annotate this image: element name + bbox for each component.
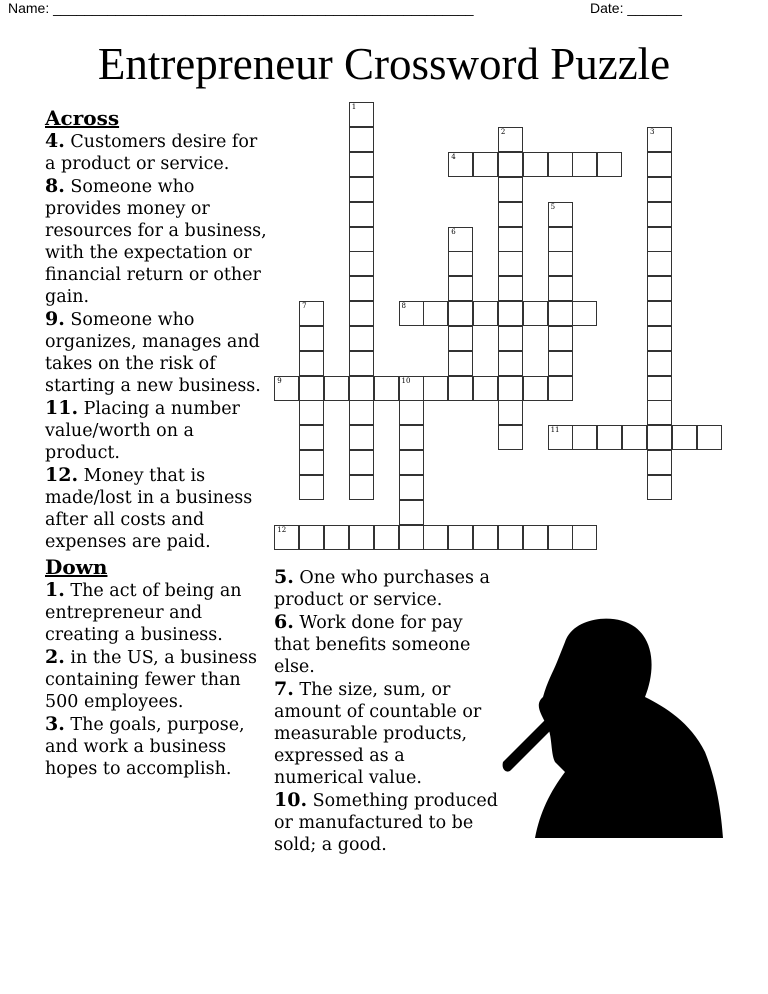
grid-cell[interactable] <box>448 276 473 301</box>
grid-cell[interactable] <box>498 376 523 401</box>
clue <box>45 579 270 646</box>
grid-cell[interactable] <box>448 525 473 550</box>
grid-cell[interactable] <box>349 102 374 127</box>
grid-cell[interactable] <box>647 251 672 276</box>
grid-cell[interactable] <box>349 326 374 351</box>
grid-cell[interactable] <box>374 525 399 550</box>
clue-text: Someone who organizes, manages and takes on the risk of starting a new business. <box>45 310 261 396</box>
grid-cell[interactable] <box>423 525 448 550</box>
grid-cell[interactable] <box>622 425 647 450</box>
cell-number: 6 <box>451 227 456 236</box>
grid-cell[interactable] <box>399 425 424 450</box>
grid-cell[interactable] <box>448 351 473 376</box>
grid-cell[interactable] <box>349 227 374 252</box>
clue-number: 1. <box>45 579 65 601</box>
grid-cell[interactable] <box>498 351 523 376</box>
across-clues <box>45 106 270 780</box>
grid-cell[interactable] <box>647 127 672 152</box>
grid-cell[interactable] <box>647 301 672 326</box>
grid-cell[interactable] <box>597 425 622 450</box>
clue-text: Someone who provides money or resources for a business, with the expectation or financial return or other gain. <box>45 177 267 307</box>
cell-number: 12 <box>277 525 287 534</box>
grid-cell[interactable] <box>498 326 523 351</box>
clue-number: 8. <box>45 175 65 197</box>
grid-cell[interactable] <box>448 152 473 177</box>
clue <box>45 646 270 713</box>
grid-cell[interactable] <box>647 376 672 401</box>
grid-cell[interactable] <box>473 376 498 401</box>
clue-text: Work done for pay that benefits someone else. <box>274 613 471 677</box>
cell-number: 5 <box>550 202 556 211</box>
grid-cell[interactable] <box>647 177 672 202</box>
grid-cell[interactable] <box>349 177 374 202</box>
grid-cell[interactable] <box>399 525 424 550</box>
grid-cell[interactable] <box>647 276 672 301</box>
grid-cell[interactable] <box>548 152 573 177</box>
grid-cell[interactable] <box>349 475 374 500</box>
down-clues-continued <box>274 566 499 856</box>
grid-cell[interactable] <box>399 400 424 425</box>
grid-cell[interactable] <box>448 301 473 326</box>
grid-cell[interactable] <box>498 127 523 152</box>
grid-cell[interactable] <box>448 326 473 351</box>
clue-number: 7. <box>274 678 294 700</box>
grid-cell[interactable] <box>299 450 324 475</box>
grid-cell[interactable] <box>597 152 622 177</box>
grid-cell[interactable] <box>374 376 399 401</box>
crossword-grid <box>275 103 735 563</box>
page-title: Entrepreneur Crossword Puzzle <box>97 39 671 89</box>
grid-cell[interactable] <box>523 301 548 326</box>
clue-text: The goals, purpose, and work a business hopes to accomplish. <box>45 715 245 779</box>
grid-cell[interactable] <box>647 152 672 177</box>
clue <box>45 175 270 308</box>
grid-cell[interactable] <box>647 450 672 475</box>
clue-number: 3. <box>45 713 65 735</box>
grid-cell[interactable] <box>448 227 473 252</box>
grid-cell[interactable] <box>647 202 672 227</box>
grid-cell[interactable] <box>399 376 424 401</box>
grid-cell[interactable] <box>498 425 523 450</box>
grid-cell[interactable] <box>349 202 374 227</box>
grid-cell[interactable] <box>498 276 523 301</box>
clue-text: One who purchases a product or service. <box>274 568 490 610</box>
cell-number: 11 <box>550 426 560 435</box>
grid-cell[interactable] <box>349 127 374 152</box>
grid-cell[interactable] <box>299 301 324 326</box>
cell-number: 1 <box>351 103 357 112</box>
clue <box>274 789 499 856</box>
grid-cell[interactable] <box>572 525 597 550</box>
grid-cell[interactable] <box>548 202 573 227</box>
grid-cell[interactable] <box>647 326 672 351</box>
clue-number: 10. <box>274 789 308 811</box>
grid-cell[interactable] <box>647 475 672 500</box>
grid-cell[interactable] <box>274 376 299 401</box>
grid-cell[interactable] <box>697 425 722 450</box>
grid-cell[interactable] <box>299 351 324 376</box>
grid-cell[interactable] <box>498 202 523 227</box>
grid-cell[interactable] <box>498 301 523 326</box>
grid-cell[interactable] <box>498 152 523 177</box>
grid-cell[interactable] <box>523 376 548 401</box>
grid-cell[interactable] <box>299 525 324 550</box>
grid-cell[interactable] <box>473 152 498 177</box>
cell-number: 8 <box>401 302 406 311</box>
grid-cell[interactable] <box>498 177 523 202</box>
grid-cell[interactable] <box>399 450 424 475</box>
grid-cell[interactable] <box>647 400 672 425</box>
grid-cell[interactable] <box>324 376 349 401</box>
down-heading: Down <box>45 555 108 579</box>
grid-cell[interactable] <box>572 425 597 450</box>
grid-cell[interactable] <box>548 227 573 252</box>
grid-cell[interactable] <box>349 301 374 326</box>
grid-cell[interactable] <box>299 326 324 351</box>
grid-cell[interactable] <box>349 400 374 425</box>
clue-text: Something produced or manufactured to be sold; a good. <box>274 791 498 855</box>
clue-number: 6. <box>274 611 294 633</box>
grid-cell[interactable] <box>399 475 424 500</box>
cell-number: 3 <box>650 128 655 137</box>
grid-cell[interactable] <box>523 152 548 177</box>
cell-number: 7 <box>302 302 307 311</box>
grid-cell[interactable] <box>498 227 523 252</box>
clue <box>45 130 270 175</box>
clue-text: The act of being an entrepreneur and creating a business. <box>45 581 242 645</box>
clue <box>45 713 270 780</box>
grid-cell[interactable] <box>299 376 324 401</box>
clue <box>45 397 270 464</box>
grid-cell[interactable] <box>423 301 448 326</box>
grid-cell[interactable] <box>572 152 597 177</box>
grid-cell[interactable] <box>423 376 448 401</box>
grid-cell[interactable] <box>498 525 523 550</box>
clue <box>274 678 499 789</box>
clue-text: Placing a number value/worth on a product. <box>45 399 240 463</box>
date-field: Date: _______ <box>590 0 682 16</box>
grid-cell[interactable] <box>572 301 597 326</box>
grid-cell[interactable] <box>349 251 374 276</box>
clue-number: 11. <box>45 397 79 419</box>
clue <box>274 611 499 678</box>
grid-cell[interactable] <box>299 400 324 425</box>
grid-cell[interactable] <box>299 425 324 450</box>
microphone-speaker-silhouette-icon <box>495 612 725 842</box>
grid-cell[interactable] <box>349 276 374 301</box>
grid-cell[interactable] <box>349 152 374 177</box>
across-heading: Across <box>45 106 120 130</box>
grid-cell[interactable] <box>548 276 573 301</box>
grid-cell[interactable] <box>548 425 573 450</box>
grid-cell[interactable] <box>399 301 424 326</box>
grid-cell[interactable] <box>349 450 374 475</box>
grid-cell[interactable] <box>324 525 349 550</box>
grid-cell[interactable] <box>349 525 374 550</box>
cell-number: 4 <box>451 152 456 161</box>
grid-cell[interactable] <box>349 376 374 401</box>
grid-cell[interactable] <box>548 326 573 351</box>
grid-cell[interactable] <box>448 251 473 276</box>
grid-cell[interactable] <box>473 301 498 326</box>
grid-cell[interactable] <box>448 376 473 401</box>
grid-cell[interactable] <box>473 525 498 550</box>
grid-cell[interactable] <box>548 525 573 550</box>
grid-cell[interactable] <box>647 227 672 252</box>
grid-cell[interactable] <box>647 351 672 376</box>
grid-cell[interactable] <box>647 425 672 450</box>
grid-cell[interactable] <box>498 251 523 276</box>
grid-cell[interactable] <box>349 351 374 376</box>
grid-cell[interactable] <box>299 475 324 500</box>
clue <box>45 464 270 553</box>
clue <box>274 566 499 611</box>
grid-cell[interactable] <box>548 301 573 326</box>
cell-number: 2 <box>500 128 506 137</box>
clue-text: Customers desire for a product or service. <box>45 132 258 174</box>
clue-number: 5. <box>274 566 294 588</box>
grid-cell[interactable] <box>274 525 299 550</box>
grid-cell[interactable] <box>399 500 424 525</box>
grid-cell[interactable] <box>672 425 697 450</box>
grid-cell[interactable] <box>349 425 374 450</box>
clue-number: 4. <box>45 130 65 152</box>
grid-cell[interactable] <box>523 525 548 550</box>
clue <box>45 308 270 397</box>
grid-cell[interactable] <box>548 251 573 276</box>
clue-number: 12. <box>45 464 79 486</box>
clue-number: 9. <box>45 308 65 330</box>
clue-text: Money that is made/lost in a business after all costs and expenses are paid. <box>45 466 253 552</box>
clue-text: The size, sum, or amount of countable or measurable products, expressed as a numerical value. <box>274 680 482 788</box>
grid-cell[interactable] <box>548 351 573 376</box>
clue-text: in the US, a business containing fewer than 500 employees. <box>45 648 257 712</box>
name-field: Name: ______________________________________________________ <box>8 0 474 16</box>
grid-cell[interactable] <box>548 376 573 401</box>
grid-cell[interactable] <box>498 400 523 425</box>
clue-number: 2. <box>45 646 65 668</box>
cell-number: 9 <box>277 376 282 385</box>
cell-number: 10 <box>401 376 411 385</box>
